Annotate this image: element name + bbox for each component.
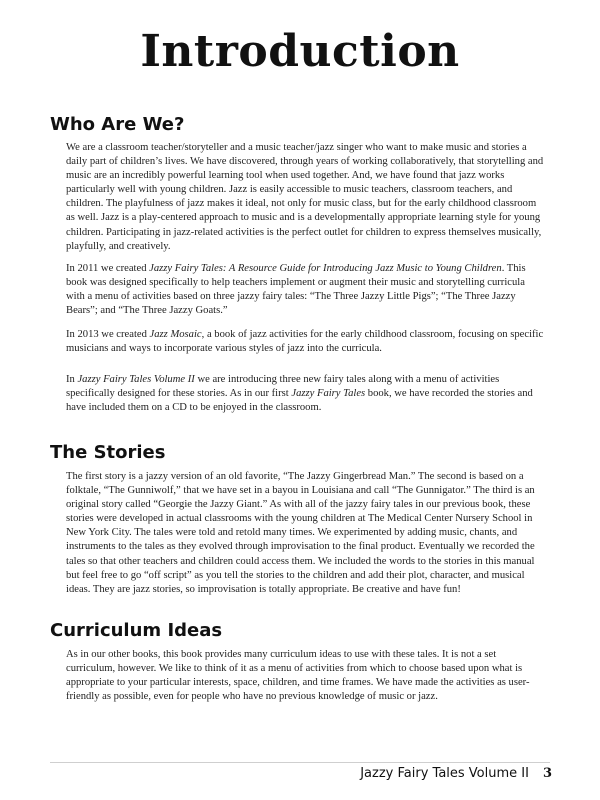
footer-divider [50, 762, 550, 763]
paragraph-curriculum-ideas: As in our other books, this book provides many curriculum ideas to use with these tales. It is not a set curriculum, however. We like to think of it as a menu of activities from which to choose based upon what is appropriate to your particular interests, space, children, and time frames. We have made the activities as user-friendly as possible, even for people who have no previous knowledge of music or jazz. [66, 649, 530, 703]
book-title-jazz-mosaic: Jazz Mosaic [149, 329, 202, 340]
paragraph-who-are-we-3: In 2013 we created Jazz Mosaic, a book of jazz activities for the early childhood classroom, focusing on specific musicians and ways to incorporate various styles of jazz into the curricula. [66, 329, 544, 355]
heading-curriculum-ideas: Curriculum Ideas [50, 620, 223, 641]
paragraph-who-are-we-4: In Jazzy Fairy Tales Volume II we are introducing three new fairy tales along with a menu of activities specifically designed for these stories. As in our first Jazzy Fairy Tales book, we have recorded the stories and have included them on a CD to be enjoyed in the classroom. [66, 374, 533, 414]
book-title-jazzy-fairy-tales-volume-ii: Jazzy Fairy Tales Volume II [77, 374, 195, 385]
heading-the-stories: The Stories [50, 442, 166, 463]
book-title-jazzy-fairy-tales: Jazzy Fairy Tales [291, 388, 366, 400]
footer-book-title: Jazzy Fairy Tales Volume II [360, 766, 529, 781]
footer [360, 766, 552, 781]
paragraph-the-stories: The first story is a jazzy version of an old favorite, “The Jazzy Gingerbread Man.” The second is based on a folktale, “The Gunniwolf,” that we have set in a bayou in Louisiana and call “The Gunnigator.” The third is an original story called “Georgie the Jazzy Giant.” As with all of the jazzy fairy tales in our previous book, these stories were developed in actual classrooms with the young children at The Medical Center Nursery School in New York City. The tales were told and retold many times. We experimented by adding music, chants, and instruments to the tales as they evolved through improvisation to the final product. Eventually we recorded the tales so that other teachers and children could access them. We included the words to the stories in this manual but feel free to go “off script” as you tell the stories to the children and add their plot, character, and musical ideas. They are jazz stories, so improvisation is totally appropriate. Be creative and have fun! [66, 471, 535, 595]
paragraph-who-are-we-2: In 2011 we created Jazzy Fairy Tales: A Resource Guide for Introducing Jazz Music to Young Children. This book was designed specifically to help teachers implement or augment their music and storytelling curricula with a menu of activities based on three jazzy fairy tales: “The Three Jazzy Little Pigs”; “The Three Jazzy Bears”; and “The Three Jazzy Goats.” [66, 263, 526, 317]
page-number: 3 [542, 766, 552, 781]
paragraph-who-are-we-1: We are a classroom teacher/storyteller and a music teacher/jazz singer who want to make music and stories a daily part of children’s lives. We have discovered, through years of working collaboratively, that storytelling and music are an incredibly powerful learning tool when used together. And, we have found that jazz works particularly well with young children. Jazz is easily accessible to music teachers, classroom teachers, and children. The playfulness of jazz makes it ideal, not only for music class, but for the early childhood classroom as well. Jazz is a play-centered approach to music and is a developmentally appropriate learning style for young children. Participating in jazz-related activities is the perfect outlet for children to express themselves musically, playfully, and creatively. [66, 142, 544, 252]
book-title-jazzy-fairy-tales-resource-guide: Jazzy Fairy Tales: A Resource Guide for Introducing Jazz Music to Young Children [149, 263, 502, 274]
heading-who-are-we: Who Are We? [50, 114, 185, 135]
page-title: Introduction [140, 26, 460, 77]
